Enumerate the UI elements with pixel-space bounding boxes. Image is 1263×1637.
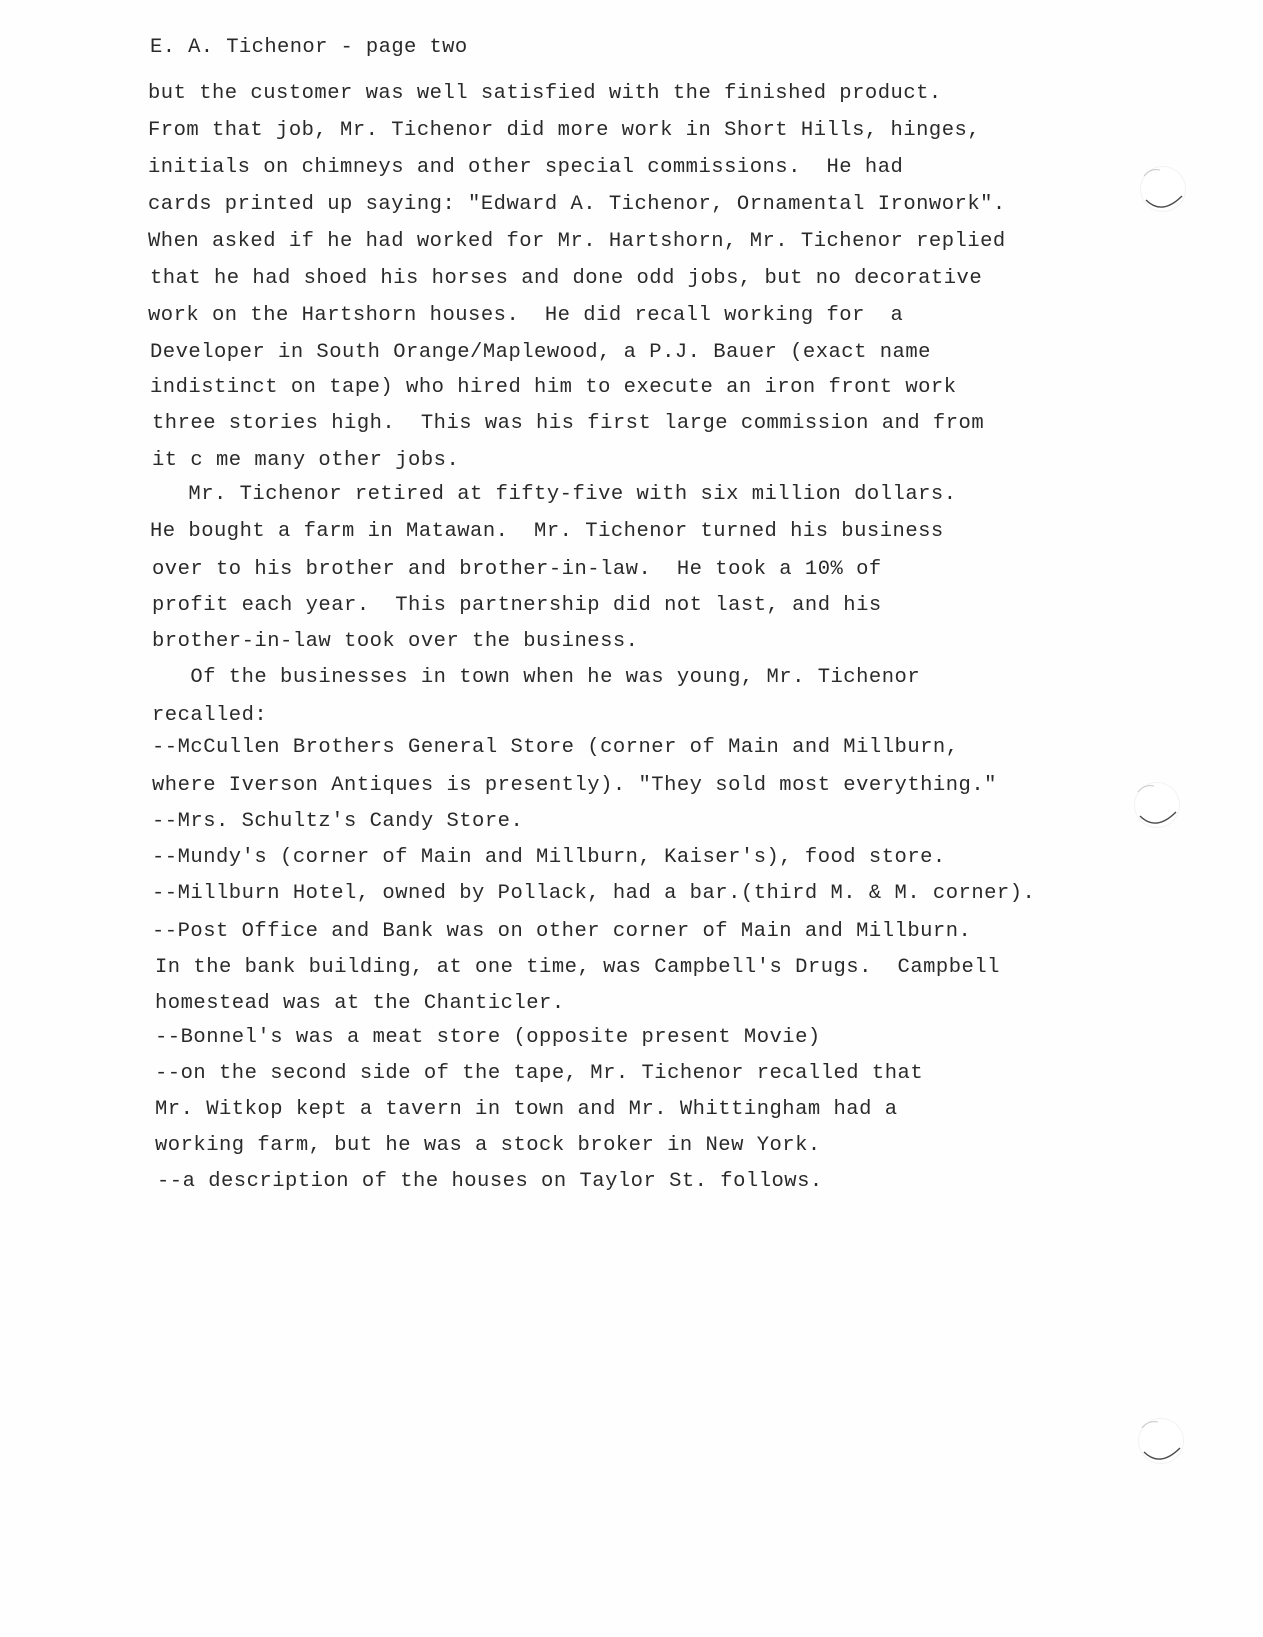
text-line: He bought a farm in Matawan. Mr. Tichenor turned his business (150, 520, 944, 543)
text-line: Of the businesses in town when he was young, Mr. Tichenor (152, 666, 921, 689)
text-line: --Mundy's (corner of Main and Millburn, Kaiser's), food store. (152, 846, 946, 869)
text-line: --Bonnel's was a meat store (opposite present Movie) (155, 1026, 821, 1049)
text-line: In the bank building, at one time, was Campbell's Drugs. Campbell (155, 956, 1000, 979)
text-line: but the customer was well satisfied with the finished product. (148, 82, 942, 105)
page-header: E. A. Tichenor - page two (150, 36, 468, 59)
text-line: work on the Hartshorn houses. He did recall working for a (148, 304, 904, 327)
punch-hole-outline (1140, 166, 1186, 212)
text-line: Mr. Witkop kept a tavern in town and Mr. Whittingham had a (155, 1098, 898, 1121)
text-line: Developer in South Orange/Maplewood, a P.J. Bauer (exact name (150, 341, 931, 364)
text-line: --a description of the houses on Taylor St. follows. (157, 1170, 823, 1193)
text-line: cards printed up saying: "Edward A. Tichenor, Ornamental Ironwork". (148, 193, 1006, 216)
text-line: where Iverson Antiques is presently). "They sold most everything." (152, 774, 997, 797)
text-line: --Millburn Hotel, owned by Pollack, had a bar.(third M. & M. corner). (152, 882, 1036, 905)
text-line: --Mrs. Schultz's Candy Store. (152, 810, 524, 833)
text-line: it c me many other jobs. (152, 449, 460, 472)
text-line: working farm, but he was a stock broker in New York. (155, 1134, 821, 1157)
text-line: homestead was at the Chanticler. (155, 992, 565, 1015)
text-line: --Post Office and Bank was on other corner of Main and Millburn. (152, 920, 972, 943)
text-line: brother-in-law took over the business. (152, 630, 639, 653)
punch-hole (1134, 782, 1180, 828)
text-line: Mr. Tichenor retired at fifty-five with six million dollars. (150, 483, 957, 506)
text-line: three stories high. This was his first large commission and from (152, 412, 985, 435)
punch-hole (1138, 1418, 1184, 1464)
text-line: profit each year. This partnership did not last, and his (152, 594, 882, 617)
punch-hole-outline (1134, 782, 1180, 828)
text-line: indistinct on tape) who hired him to execute an iron front work (150, 376, 957, 399)
text-line: --on the second side of the tape, Mr. Tichenor recalled that (155, 1062, 924, 1085)
text-line: initials on chimneys and other special commissions. He had (148, 156, 904, 179)
punch-hole (1140, 166, 1186, 212)
text-line: that he had shoed his horses and done odd jobs, but no decorative (150, 267, 983, 290)
text-line: From that job, Mr. Tichenor did more work in Short Hills, hinges, (148, 119, 981, 142)
punch-hole-outline (1138, 1418, 1184, 1464)
text-line: recalled: (152, 704, 268, 727)
text-line: When asked if he had worked for Mr. Hartshorn, Mr. Tichenor replied (148, 230, 1006, 253)
text-line: over to his brother and brother-in-law. He took a 10% of (152, 558, 882, 581)
text-line: --McCullen Brothers General Store (corner of Main and Millburn, (152, 736, 959, 759)
